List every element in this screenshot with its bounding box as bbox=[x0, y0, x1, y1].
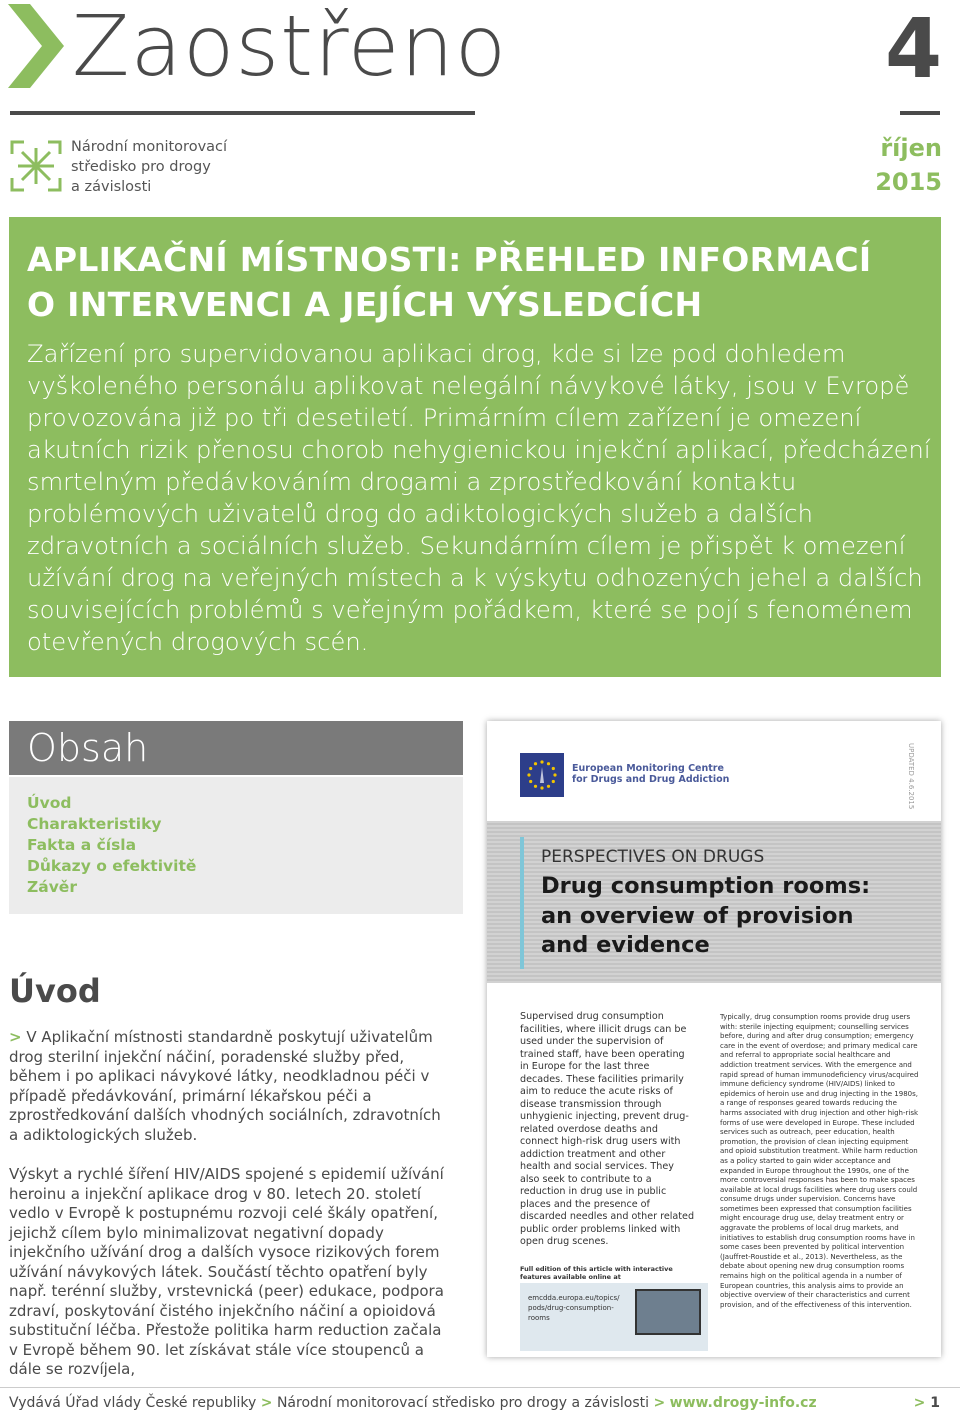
brand-rule bbox=[10, 111, 475, 115]
issue-year: 2015 bbox=[875, 168, 942, 196]
cover-updated-date: UPDATED 4.6.2015 bbox=[907, 743, 915, 810]
cover-title-line-3: and evidence bbox=[541, 932, 710, 958]
chevron-right-icon: > bbox=[913, 1395, 926, 1411]
section-heading: Úvod bbox=[9, 972, 101, 1010]
brand-chevron-icon bbox=[8, 4, 64, 88]
monitor-icon bbox=[635, 1289, 701, 1335]
toc-item-dukazy[interactable]: Důkazy o efektivitě bbox=[27, 857, 197, 875]
cover-column-1: Supervised drug consumption facilities, where illicit drugs can be used under the supervision of trained staff, have been operating in Europe for the last three decades. These facilities primarily aim to reduce the acute risks of disease transmission through unhygienic injecting, prevent drug-related overdose deaths and connect high-risk drug users with addiction treatment and other health and social services. They also seek to contribute to a reduction in drug use in public places and the presence of discarded needles and other related public order problems linked with open drug scenes. bbox=[520, 1011, 695, 1247]
footer-publisher: Vydává Úřad vlády České republiky bbox=[9, 1395, 257, 1411]
cover-column-2: Typically, drug consumption rooms provide drug users with: sterile injecting equipment; counselling services before, during and after drug consumption; emergency care in the event of overdose; and primary medical care and referral to appropriate social healthcare and addiction treatment services. With the emergence and rapid spread of human immunodeficiency virus/acquired immune deficiency syndrome (HIV/AIDS) linked to epidemics of heroin use and drug injecting in the 1980s, a range of responses geared towards reducing the harms associated with drug injection and other high-risk forms of use were developed in Europe. These included services such as outreach, peer education, health promotion, the provision of clean injecting equipment and opioid substitution treatment. While harm reduction as a policy started to gain wider acceptance and expanded in Europe throughout the 1990s, one of the more controversial responses has been to make spaces available at local drugs facilities where drug users could consume drugs under supervision. Concerns have sometimes been expressed that consumption facilities might encourage drug use, delay treatment entry or aggravate the problems of local drug markets, and initiatives to establish drug consumption rooms have in some cases been prevented by political intervention (Jauffret-Roustide et al., 2013). Nevertheless, as the debate about opening new drug consumption rooms remains high on the political agenda in a number of European countries, this analysis aims to provide an objective overview of their characteristics and current provision, and of the effectiveness of this intervention. bbox=[720, 1013, 919, 1309]
intro-lead: Zařízení pro supervidovanou aplikaci drog, kde si lze pod dohledem vyškoleného personálu aplikovat nelegální návykové látky, jsou v Evropě provozována již po tři desetiletí. Primárním cílem zařízení je omezení akutních rizik přenosu chorob nehygienickou injekční aplikací, předcházení smrtelným předávkováním drogami a zprostředkování kontaktu problémových uživatelů drog do adiktologických služeb a dalších zdravotních a sociálních služeb. Sekundárním cílem je přispět k omezení užívání drog na veřejných místech a k výskytu odhozených jehel a dalších souvisejících problémů s veřejným pořádkem, které se pojí s fenoménem otevřených drogových scén. bbox=[27, 340, 931, 656]
issue-rule bbox=[900, 111, 940, 115]
intro-title bbox=[27, 237, 927, 327]
cover-title bbox=[541, 872, 870, 961]
footer-org: Národní monitorovací středisko pro drogy a závislosti bbox=[276, 1395, 650, 1411]
intro-title-line-1: APLIKAČNÍ MÍSTNOSTI: PŘEHLED INFORMACÍ bbox=[27, 240, 872, 279]
chevron-right-icon: > bbox=[9, 1028, 22, 1046]
publication-cover bbox=[487, 721, 941, 1357]
nmc-logo-icon bbox=[10, 140, 62, 192]
body-paragraph bbox=[9, 1028, 449, 1145]
cover-title-line-2: an overview of provision bbox=[541, 902, 854, 929]
body-paragraph: Výskyt a rychlé šíření HIV/AIDS spojené s epidemií užívání heroinu a injekční aplikace drog v 80. letech 20. století vedlo v Evropě k postupnému rozvoji celé škály opatření, jejichž cílem bylo minimalizovat negativní dopady injekčního užívání drog a dalších vysoce rizikových forem užívání návykových látek. Součástí těchto opatření byly např. terénní služby, vrstevnická (peer) edukace, podpora zdraví, poskytování čistého injekčního náčiní a opioidová substituční léčba. Přestože politika harm reduction začala v Evropě během 90. let získávat stále více stoupenců a dále se rozvíjela, bbox=[9, 1165, 444, 1378]
cover-org-name bbox=[572, 763, 729, 785]
eu-flag-icon bbox=[520, 753, 564, 797]
page-number-value: 1 bbox=[930, 1395, 940, 1411]
org-name-line-1: Národní monitorovací bbox=[71, 139, 228, 155]
cover-org-line-1: European Monitoring Centre bbox=[572, 763, 724, 774]
toc-item-uvod[interactable]: Úvod bbox=[27, 794, 72, 812]
page-number bbox=[914, 1395, 940, 1411]
toc-list bbox=[27, 793, 196, 898]
org-name bbox=[71, 137, 227, 197]
cover-title-line-1: Drug consumption rooms: bbox=[541, 873, 871, 899]
toc-item-charakteristiky[interactable]: Charakteristiky bbox=[27, 815, 162, 833]
cover-online-note: Full edition of this article with interactive features available online at bbox=[520, 1265, 673, 1281]
issue-month: říjen bbox=[880, 134, 942, 162]
cover-kicker: PERSPECTIVES ON DRUGS bbox=[541, 847, 765, 867]
cover-accent-bar bbox=[520, 837, 524, 969]
footer-rule bbox=[0, 1387, 960, 1388]
cover-url[interactable]: emcdda.europa.eu/topics/ pods/drug-consumption-rooms bbox=[528, 1294, 620, 1322]
chevron-right-icon: > bbox=[260, 1395, 273, 1411]
org-name-line-2: středisko pro drogy bbox=[71, 159, 211, 175]
toc-item-fakta[interactable]: Fakta a čísla bbox=[27, 836, 137, 854]
issue-number: 4 bbox=[884, 2, 942, 97]
org-name-line-3: a závislosti bbox=[71, 179, 152, 195]
toc-item-zaver[interactable]: Závěr bbox=[27, 878, 77, 896]
body-paragraph-text: V Aplikační místnosti standardně poskytují uživatelům drog sterilní injekční náčiní, poradenské služby před, během i po aplikaci návykové látky, neodkladnou péči v případě předávkování, primární lékařskou péči a zprostředkování dalších vhodných sociálních, zdravotních a adiktologických služeb. bbox=[9, 1028, 441, 1144]
intro-title-line-2: O INTERVENCI A JEJÍCH VÝSLEDCÍCH bbox=[27, 285, 703, 324]
toc-heading: Obsah bbox=[27, 726, 149, 770]
footer-url-link[interactable]: www.drogy-info.cz bbox=[669, 1395, 817, 1411]
footer bbox=[9, 1395, 817, 1411]
cover-org-line-2: for Drugs and Drug Addiction bbox=[572, 774, 730, 785]
chevron-right-icon: > bbox=[653, 1395, 666, 1411]
brand-title: Zaostřeno bbox=[72, 0, 508, 95]
